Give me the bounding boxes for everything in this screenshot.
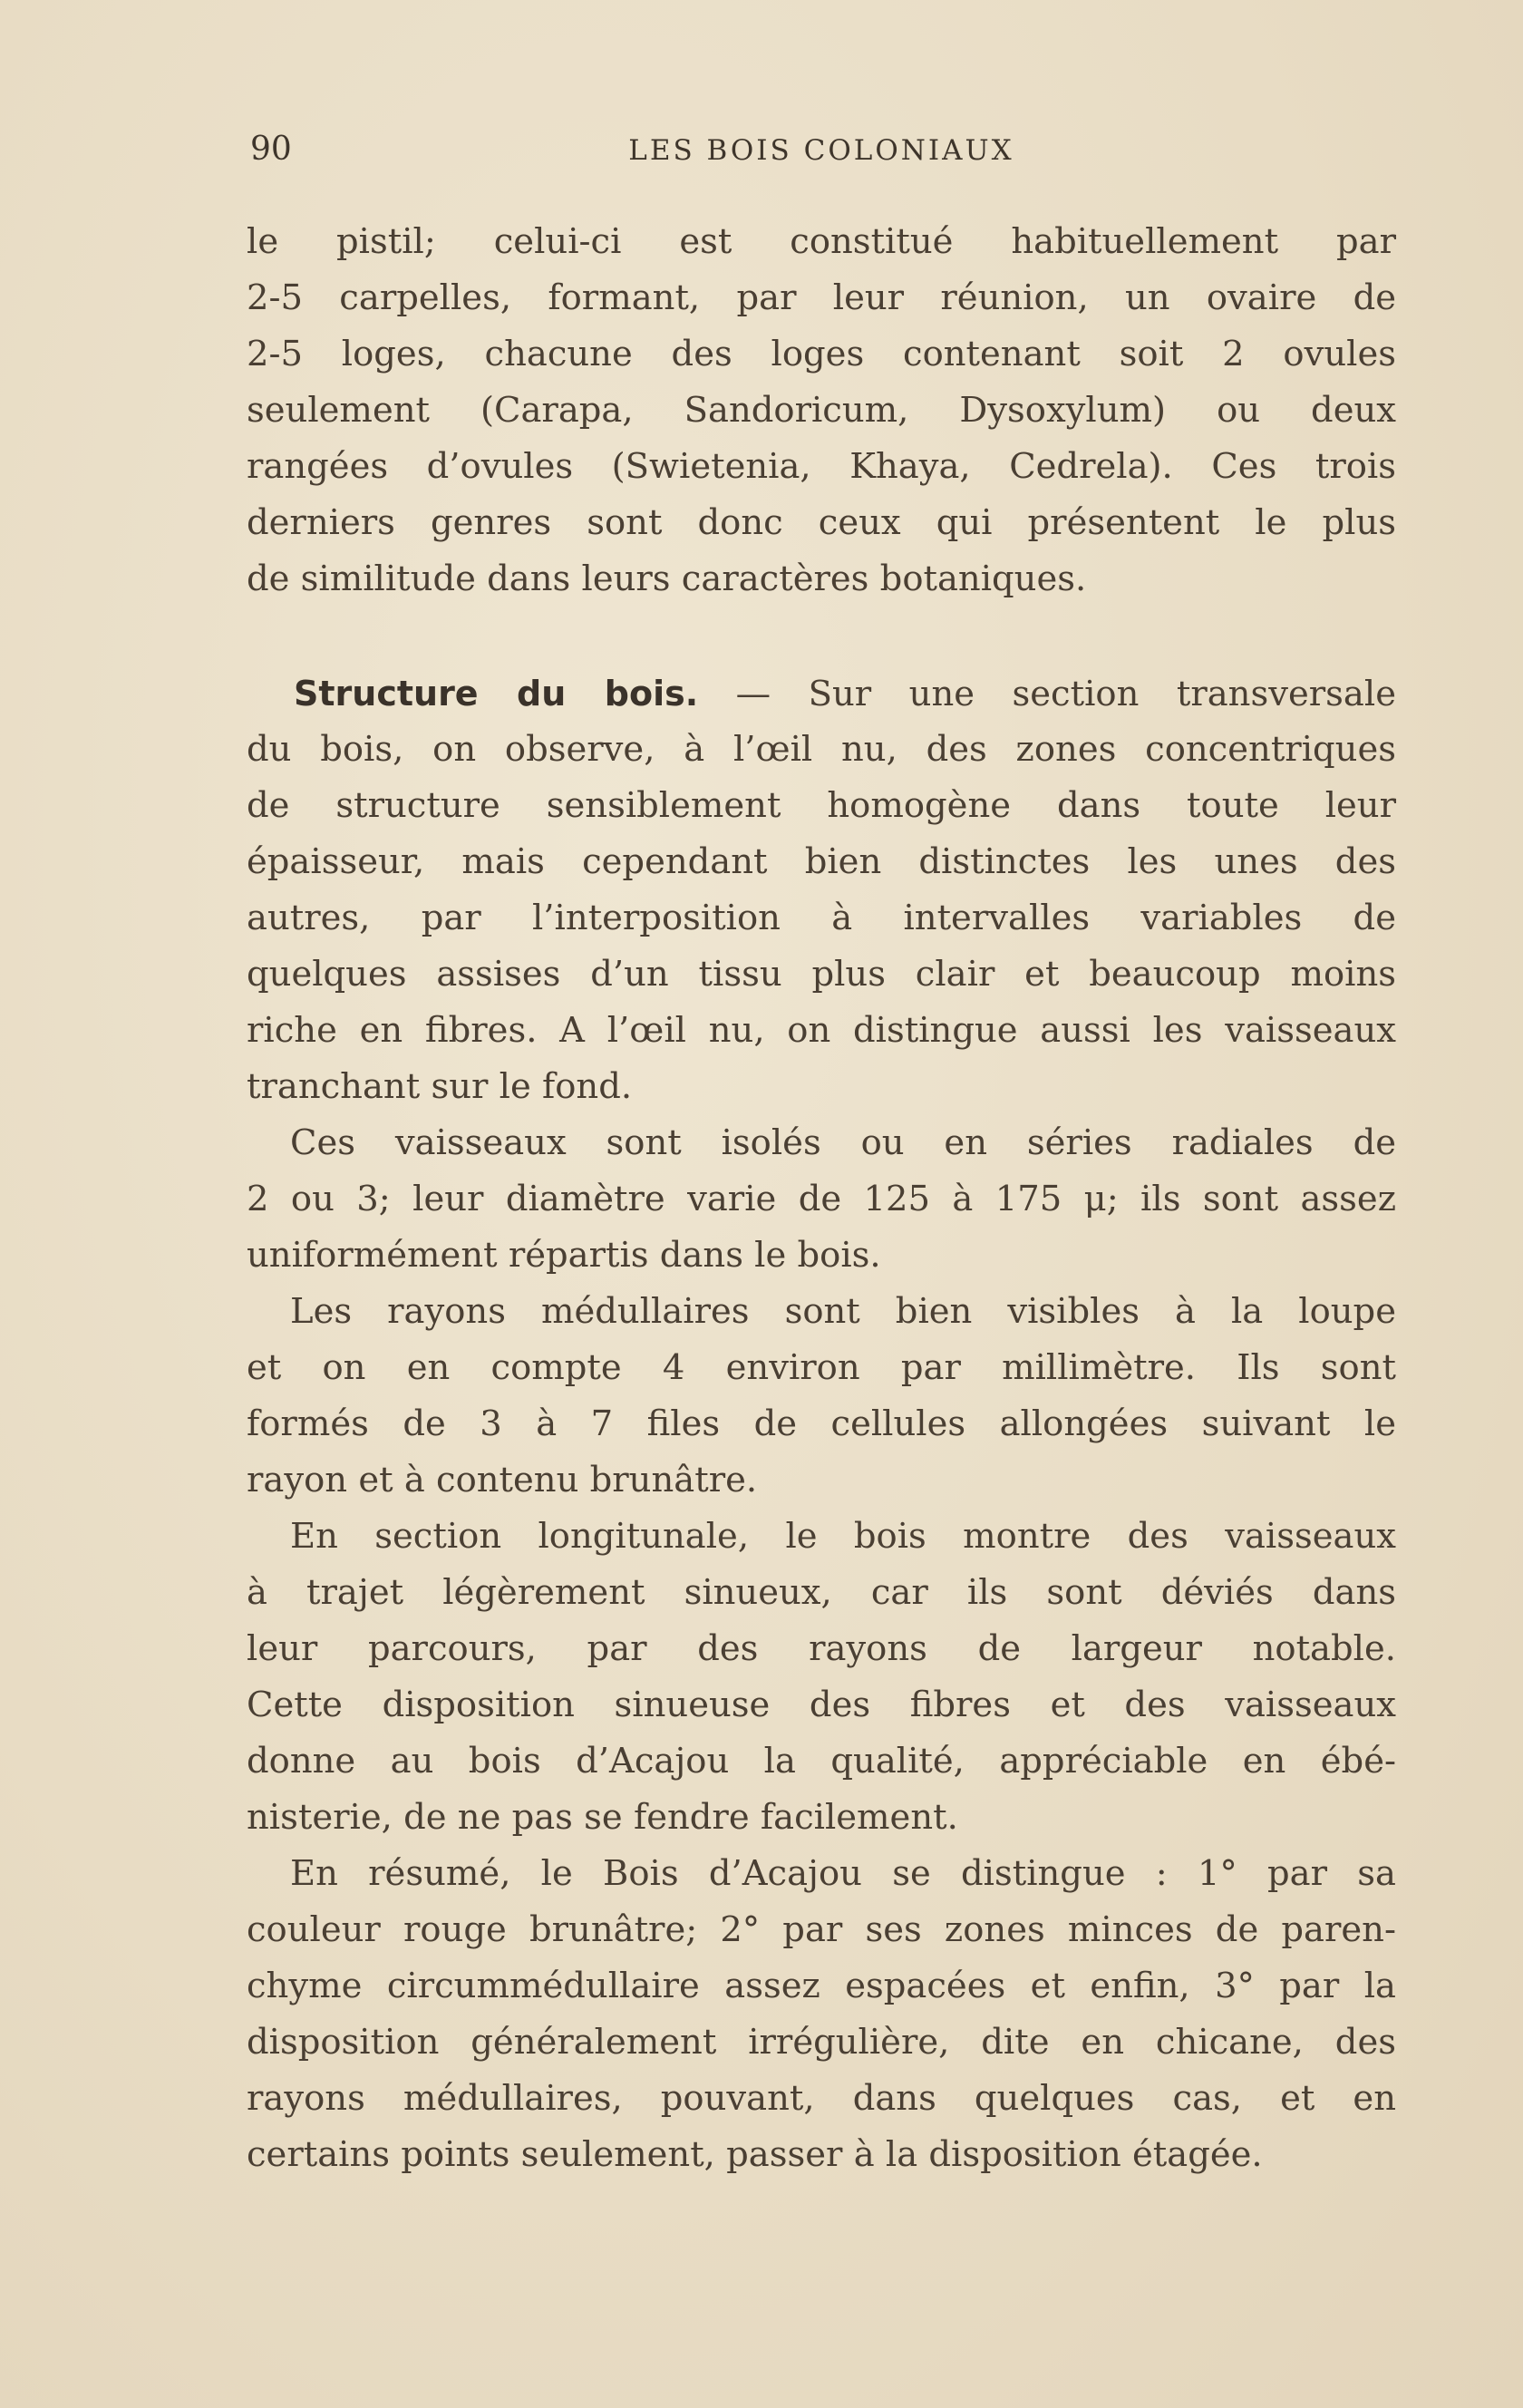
text-line: leur parcours, par des rayons de largeur notable.: [247, 1628, 1396, 1669]
text-line: à trajet légèrement sinueux, car ils sont déviés dans: [247, 1572, 1396, 1613]
text-line: tranchant sur le fond.: [247, 1066, 633, 1107]
text-line: quelques assises d’un tissu plus clair et beaucoup moins: [247, 954, 1396, 995]
text-line: En section longitunale, le bois montre des vaisseaux: [290, 1516, 1396, 1557]
text-line: 2-5 loges, chacune des loges contenant soit 2 ovules: [247, 334, 1396, 374]
text-line: certains points seulement, passer à la disposition étagée.: [247, 2134, 1263, 2175]
paragraph-resume: [247, 1846, 1396, 2183]
text-line: derniers genres sont donc ceux qui présentent le plus: [247, 502, 1396, 543]
text-line: riche en fibres. A l’œil nu, on distingue aussi les vaisseaux: [247, 1010, 1396, 1051]
section-structure-du-bois: [247, 665, 1396, 1115]
paragraph-rayons: [247, 1284, 1396, 1509]
text-line: de similitude dans leurs caractères botaniques.: [247, 558, 1087, 599]
text-line: Les rayons médullaires sont bien visibles à la loupe: [290, 1291, 1396, 1332]
text-line: En résumé, le Bois d’Acajou se distingue : 1° par sa: [290, 1853, 1396, 1894]
text-line: couleur rouge brunâtre; 2° par ses zones minces de paren-: [247, 1909, 1396, 1950]
running-title: LES BOIS COLONIAUX: [628, 134, 1014, 167]
text-line: et on en compte 4 environ par millimètre. Ils sont: [247, 1347, 1396, 1388]
paragraph-pistil: [247, 214, 1396, 607]
text-line: [247, 665, 1396, 722]
text-line: seulement (Carapa, Sandoricum, Dysoxylum) ou deux: [247, 390, 1396, 431]
text-line: de structure sensiblement homogène dans toute leur: [247, 785, 1396, 826]
text-line: le pistil; celui-ci est constitué habituellement par: [247, 221, 1396, 262]
paragraph-section-longitudinale: [247, 1509, 1396, 1846]
text-line: du bois, on observe, à l’œil nu, des zones concentriques: [247, 729, 1396, 770]
text-line: rayons médullaires, pouvant, dans quelques cas, et en: [247, 2078, 1396, 2119]
page-number: 90: [250, 131, 292, 168]
text-line: nisterie, de ne pas se fendre facilement.: [247, 1797, 958, 1838]
text-line: 2 ou 3; leur diamètre varie de 125 à 175 μ; ils sont assez: [247, 1179, 1396, 1219]
text-line: épaisseur, mais cependant bien distinctes les unes des: [247, 841, 1396, 882]
paragraph-vaisseaux: [247, 1115, 1396, 1284]
text-line: disposition généralement irrégulière, dite en chicane, des: [247, 2022, 1396, 2063]
text-line: autres, par l’interposition à intervalles variables de: [247, 898, 1396, 938]
page-header: [250, 127, 1392, 181]
text-line: rayon et à contenu brunâtre.: [247, 1460, 758, 1500]
text-line: uniformément répartis dans le bois.: [247, 1235, 881, 1276]
text-line: 2-5 carpelles, formant, par leur réunion, un ovaire de: [247, 277, 1396, 318]
text-line: Cette disposition sinueuse des fibres et des vaisseaux: [247, 1685, 1396, 1725]
section-heading: Structure du bois.: [294, 674, 699, 714]
text-line: formés de 3 à 7 files de cellules allongées suivant le: [247, 1403, 1396, 1444]
text-line: Ces vaisseaux sont isolés ou en séries radiales de: [290, 1122, 1396, 1163]
text-line: donne au bois d’Acajou la qualité, appréciable en ébé-: [247, 1741, 1396, 1782]
body-text: [247, 214, 1396, 2183]
section-heading-continuation: — Sur une section transversale: [735, 674, 1396, 714]
text-line: rangées d’ovules (Swietenia, Khaya, Cedrela). Ces trois: [247, 446, 1396, 487]
text-line: chyme circummédullaire assez espacées et enfin, 3° par la: [247, 1966, 1396, 2006]
